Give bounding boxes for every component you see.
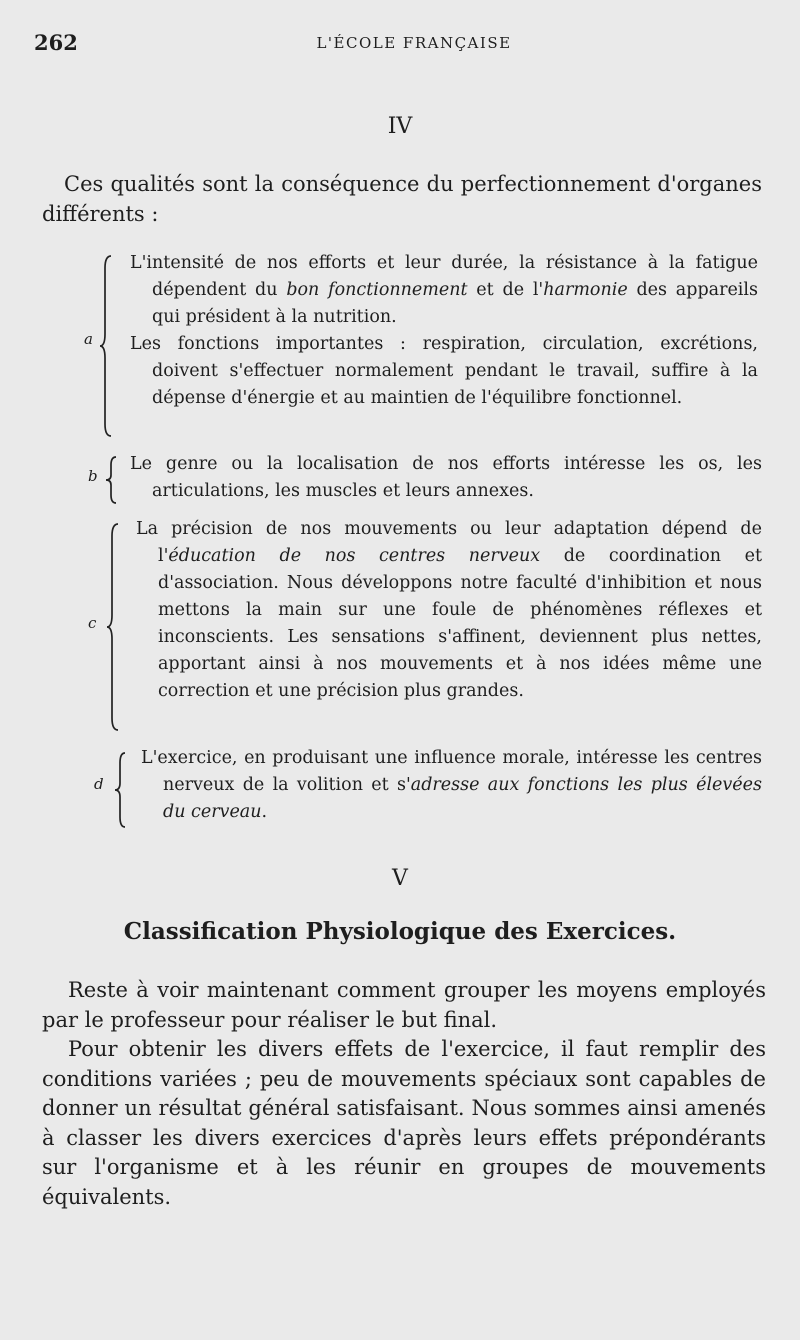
group-a bbox=[0, 250, 800, 440]
group-text bbox=[130, 250, 758, 412]
paragraph: Pour obtenir les divers effets de l'exercice, il faut remplir des conditions variées ; peu de mouvements spéciaux sont capables de donner un résultat général satisfaisant. Nous sommes ainsi amenés à classer les divers exercices d'après leurs effets prépondérants sur l'organisme et à les réunir en groupes de mouvements équivalents. bbox=[42, 1037, 766, 1209]
page-number: 262 bbox=[34, 30, 78, 55]
group-b-item-1: Le genre ou la localisation de nos efforts intéresse les os, les articulations, les muscles et leurs annexes. bbox=[130, 454, 762, 501]
section-v-body bbox=[42, 976, 766, 1212]
group-label: c bbox=[88, 614, 97, 632]
page-header bbox=[34, 30, 794, 60]
group-c-item-1: La précision de nos mouvements ou leur adaptation dépend de l'éducation de nos centres nerveux de coordination et d'association. Nous développons notre faculté d'inhibition et nous mettons la main sur une foule de phénomènes réflexes et inconscients. Les sensations s'affinent, deviennent plus nettes, apportant ainsi à nos mouvements et à nos idées même une correction et une précision plus grandes. bbox=[136, 519, 762, 701]
brace-icon bbox=[104, 455, 120, 505]
group-label: d bbox=[94, 775, 104, 793]
group-label: b bbox=[88, 467, 98, 485]
running-title: L'ÉCOLE FRANÇAISE bbox=[316, 34, 512, 52]
group-b bbox=[0, 451, 800, 509]
group-a-item-2: Les fonctions importantes : respiration, circulation, excrétions, doivent s'effectuer normalement pendant le travail, suffire à la dépense d'énergie et au maintien de l'équilibre fonctionnel. bbox=[130, 334, 758, 408]
group-c bbox=[0, 516, 800, 736]
group-text bbox=[130, 451, 762, 505]
section-iv-intro: Ces qualités sont la conséquence du perfectionnement d'organes différents : bbox=[42, 172, 762, 226]
brace-icon bbox=[113, 751, 129, 829]
group-d-item-1: L'exercice, en produisant une influence morale, intéresse les centres nerveux de la volition et s'adresse aux fonctions les plus élevées du cerveau. bbox=[141, 748, 762, 822]
group-text bbox=[141, 745, 762, 826]
group-text bbox=[136, 516, 762, 705]
section-numeral-iv: IV bbox=[387, 114, 413, 139]
group-label: a bbox=[84, 330, 93, 348]
group-a-item-1: L'intensité de nos efforts et leur durée, la résistance à la fatigue dépendent du bon fonctionnement et de l'harmonie des appareils qui président à la nutrition. bbox=[130, 253, 758, 327]
section-v-heading: Classification Physiologique des Exercices. bbox=[123, 918, 677, 945]
brace-icon bbox=[98, 254, 116, 438]
group-d bbox=[0, 745, 800, 831]
section-numeral-v: V bbox=[392, 866, 408, 891]
brace-icon bbox=[105, 522, 123, 732]
paragraph: Reste à voir maintenant comment grouper les moyens employés par le professeur pour réaliser le but final. bbox=[42, 978, 766, 1032]
